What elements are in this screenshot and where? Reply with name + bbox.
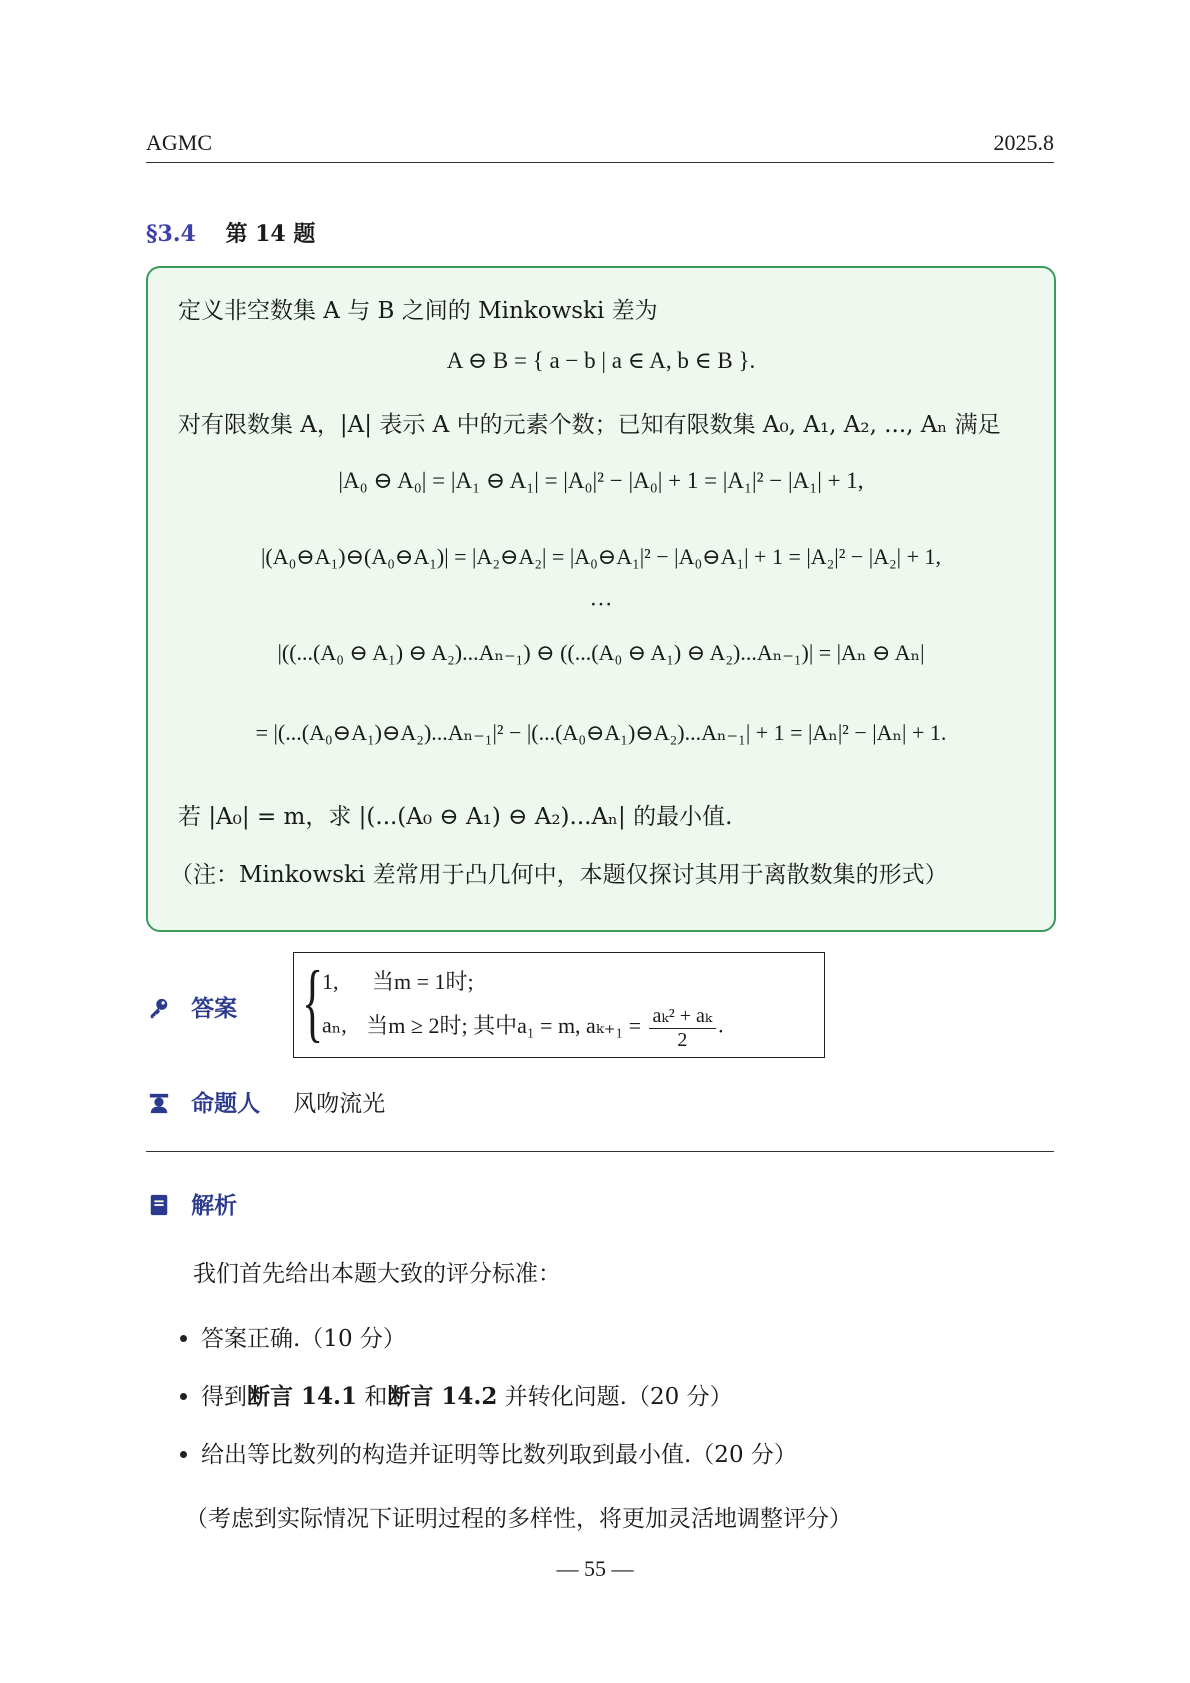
answer-label-row	[148, 990, 237, 1023]
fraction-numerator: aₖ² + aₖ	[649, 1003, 717, 1029]
problem-box	[146, 266, 1056, 932]
equation-dots: ···	[589, 592, 613, 617]
problem-intro: 定义非空数集 A 与 B 之间的 Minkowski 差为	[178, 298, 658, 324]
bullet-dot	[180, 1335, 187, 1342]
recurrence-fraction	[649, 1003, 717, 1052]
problem-note: （注：Minkowski 差常用于凸几何中，本题仅探讨其用于离散数集的形式）	[170, 862, 948, 888]
analysis-closing: （考虑到实际情况下证明过程的多样性，将更加灵活地调整评分）	[185, 1506, 852, 1532]
answer-brace: {	[302, 954, 324, 1051]
bullet-text: 得到	[201, 1384, 247, 1410]
answer-label: 答案	[191, 995, 238, 1022]
problem-given: 对有限数集 A，|A| 表示 A 中的元素个数；已知有限数集 A₀, A₁, A₂, ..., Aₙ 满足	[178, 412, 1001, 438]
section-heading	[146, 217, 315, 248]
question-expression: |(...(A₀ ⊖ A₁) ⊖ A₂)...Aₙ|	[358, 804, 626, 830]
graduation-cap-icon	[148, 1092, 170, 1114]
header-right: 2025.8	[993, 130, 1054, 155]
case2-value: aₙ,	[322, 1012, 347, 1038]
key-icon	[148, 997, 170, 1019]
bullet-text: 并转化问题.（20 分）	[497, 1384, 733, 1410]
case1-condition: 当m = 1时;	[372, 969, 474, 994]
header-left: AGMC	[146, 130, 213, 155]
list-item	[180, 1378, 733, 1411]
bullet-text: 和	[357, 1384, 388, 1410]
equation-2: |(A₀⊖A₁)⊖(A₀⊖A₁)| = |A₂⊖A₂| = |A₀⊖A₁|² − |A₀⊖A₁| + 1 = |A₂|² − |A₂| + 1,	[261, 544, 941, 569]
analysis-label: 解析	[191, 1192, 238, 1219]
answer-case-1	[322, 965, 474, 996]
page-number: — 55 —	[556, 1556, 634, 1581]
book-icon	[148, 1194, 170, 1216]
assertion-ref: 断言 14.1	[247, 1383, 358, 1410]
answer-case-2	[322, 1003, 724, 1052]
header-rule	[146, 162, 1054, 163]
author-label: 命题人	[191, 1090, 261, 1117]
equation-1: |A₀ ⊖ A₀| = |A₁ ⊖ A₁| = |A₀|² − |A₀| + 1 = |A₁|² − |A₁| + 1,	[338, 468, 864, 493]
bullet-dot	[180, 1393, 187, 1400]
equation-4: = |(...(A₀⊖A₁)⊖A₂)...Aₙ₋₁|² − |(...(A₀⊖A₁)⊖A₂)...Aₙ₋₁| + 1 = |Aₙ|² − |Aₙ| + 1.	[255, 720, 947, 745]
section-title: 第 14 题	[225, 221, 316, 247]
bullet-dot	[180, 1451, 187, 1458]
equation-3: |((...(A₀ ⊖ A₁) ⊖ A₂)...Aₙ₋₁) ⊖ ((...(A₀ ⊖ A₁) ⊖ A₂)...Aₙ₋₁)| = |Aₙ ⊖ Aₙ|	[277, 640, 925, 665]
author-row	[148, 1085, 385, 1118]
question-prefix: 若	[178, 804, 201, 830]
problem-question	[178, 798, 732, 831]
question-suffix: 的最小值.	[633, 804, 733, 830]
section-number: §3.4	[146, 221, 196, 247]
author-name: 风吻流光	[293, 1091, 386, 1117]
question-condition: |A₀| = m，求	[208, 804, 352, 830]
analysis-intro: 我们首先给出本题大致的评分标准：	[193, 1261, 561, 1287]
list-item	[180, 1320, 406, 1353]
assertion-ref: 断言 14.2	[387, 1383, 498, 1410]
case2-condition: 当m ≥ 2时; 其中a₁ = m, aₖ₊₁ =	[366, 1012, 642, 1038]
analysis-label-row	[148, 1187, 237, 1220]
equation-definition: A ⊖ B = { a − b | a ∈ A, b ∈ B }.	[446, 348, 756, 373]
fraction-tail: .	[718, 1012, 724, 1038]
answer-box	[293, 952, 825, 1058]
case1-value: 1,	[322, 969, 339, 994]
list-item	[180, 1436, 797, 1469]
fraction-denominator: 2	[677, 1029, 688, 1051]
divider-rule	[146, 1151, 1054, 1152]
bullet-text: 给出等比数列的构造并证明等比数列取到最小值.（20 分）	[201, 1442, 797, 1468]
bullet-text: 答案正确.（10 分）	[201, 1326, 406, 1352]
